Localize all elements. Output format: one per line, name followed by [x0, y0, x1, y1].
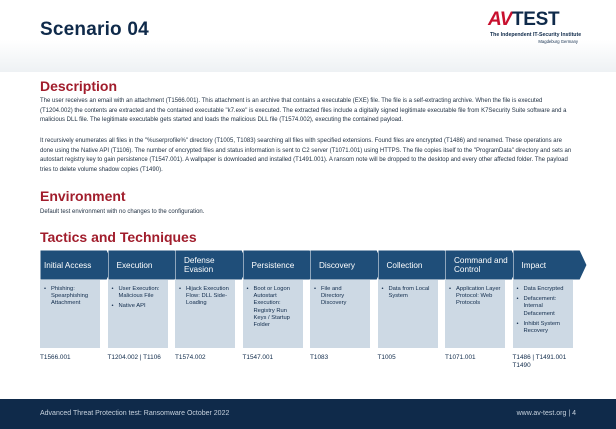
- footer-test-name: Advanced Threat Protection test: Ransomware October 2022: [40, 410, 230, 417]
- tactic-title: Initial Access: [44, 260, 92, 270]
- tactic-column: [243, 280, 303, 348]
- technique-item: • Data from Local System: [382, 286, 434, 300]
- logo-location: Magdeburg Germany: [538, 39, 578, 44]
- tactic-title: Persistence: [251, 260, 295, 270]
- tactic-header: [175, 250, 249, 280]
- tactic-header: [108, 250, 182, 280]
- technique-list: [445, 280, 505, 308]
- technique-list: [40, 280, 100, 308]
- tactic-header: [243, 250, 317, 280]
- technique-ids: T1486 | T1491.001 T1490: [512, 354, 567, 369]
- technique-item: • Hijack Execution Flow: DLL Side-Loading: [179, 286, 231, 308]
- tactic-header: [378, 250, 452, 280]
- technique-item: • Application Layer Protocol: Web Protocols: [449, 286, 501, 308]
- tactic-column: [108, 280, 168, 348]
- tactic-title: Command and Control: [454, 256, 508, 274]
- technique-item: • Native API: [112, 303, 164, 310]
- footer-site-page: www.av-test.org | 4: [516, 410, 576, 417]
- tactic-column: [175, 280, 235, 348]
- technique-item: • Phishing: Spearphishing Attachment: [44, 286, 96, 308]
- technique-list: [175, 280, 235, 308]
- description-paragraph-2: It recursively enumerates all files in the "%userprofile%" directory (T1005, T1083) searching all files with specified extensions. Found files are encrypted (T1486) and renamed. These operations are done using the Native API (T1106). The number of encrypted files and status information is sent to C2 server (T1071.001) using HTTPS. The file copies itself to the "ProgramData" directory and sets an autostart registry key to gain persistence (T1547.001). A wallpaper is downloaded and installed (T1491.001). A ransom note will be dropped to the desktop and every other affected folder. The payload tries to delete volume shadow copies (T1490).: [40, 138, 572, 173]
- page-footer: [0, 399, 616, 429]
- av-test-logo: [488, 9, 582, 49]
- environment-heading: Environment: [40, 188, 126, 204]
- description-heading: Description: [40, 78, 118, 94]
- technique-item: • Defacement: Internal Defacement: [517, 296, 569, 318]
- technique-item: • Data Encrypted: [517, 286, 569, 293]
- logo-av: AV: [488, 9, 512, 30]
- logo-mark: [488, 9, 559, 31]
- technique-ids: T1566.001: [40, 354, 71, 361]
- technique-item: • File and Directory Discovery: [314, 286, 366, 308]
- tactic-column: [310, 280, 370, 348]
- tactics-heading: Tactics and Techniques: [40, 229, 197, 245]
- tactic-title: Discovery: [319, 260, 355, 270]
- tactic-title: Defense Evasion: [184, 256, 215, 274]
- technique-ids: T1574.002: [175, 354, 206, 361]
- tactic-column: [513, 280, 573, 348]
- logo-test: TEST: [511, 9, 560, 30]
- environment-text: Default test environment with no changes to the configuration.: [40, 209, 205, 215]
- technique-list: [378, 280, 438, 300]
- technique-item: • User Execution: Malicious File: [112, 286, 164, 300]
- technique-ids: T1071.001: [445, 354, 476, 361]
- technique-ids: T1083: [310, 354, 329, 361]
- page-header: [0, 0, 616, 62]
- technique-ids: T1005: [377, 354, 396, 361]
- tactic-column: [40, 280, 100, 348]
- technique-item: • Boot or Logon Autostart Execution: Registry Run Keys / Startup Folder: [247, 286, 299, 329]
- technique-list: [513, 280, 573, 335]
- tactic-header: [513, 250, 587, 280]
- tactic-title: Collection: [386, 260, 423, 270]
- tactic-title: Execution: [116, 260, 153, 270]
- tactic-column: [378, 280, 438, 348]
- tactic-header: [310, 250, 384, 280]
- technique-ids: T1547.001: [242, 354, 274, 361]
- tactic-header: [40, 250, 114, 280]
- technique-ids: T1204.002 | T1106: [107, 354, 161, 361]
- tactic-header: [445, 250, 519, 280]
- tactics-matrix: [40, 250, 580, 369]
- technique-list: [310, 280, 370, 308]
- technique-list: [243, 280, 303, 329]
- logo-tagline: The Independent IT-Security Institute: [490, 32, 582, 38]
- tactic-title: Impact: [521, 260, 547, 270]
- tactic-column: [445, 280, 505, 348]
- description-paragraph-1: The user receives an email with an attachment (T1566.001). This attachment is an archive that contains a executable (EXE) file. The file is a self-extracting archive. When the file is executed (T1204.002) the contents are extracted and the contained executable "k7.exe" is executed. The extracted files include a digitally signed legitimate executable file from K7Security Suite software and a malicious DLL file. The legitimate executable gets started and loads the malicious DLL file (T1574.002), executing the contained payload.: [40, 98, 567, 124]
- page-title: Scenario 04: [40, 19, 149, 40]
- technique-item: • Inhibit System Recovery: [517, 321, 569, 335]
- technique-list: [108, 280, 168, 311]
